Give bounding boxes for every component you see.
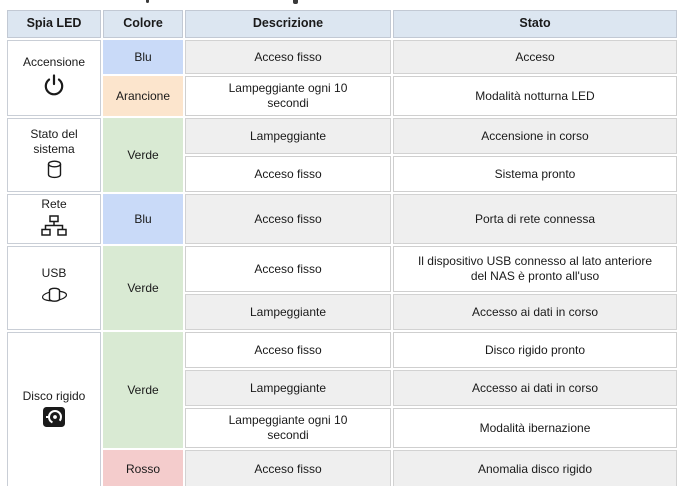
table-header-row	[7, 10, 677, 38]
led-label: Rete	[41, 197, 67, 211]
descrizione-text: Lampeggiante ogni 10 secondi	[228, 81, 348, 110]
color-cell-label: Arancione	[115, 88, 171, 103]
color-cell: Rosso	[103, 450, 183, 486]
table-row	[7, 40, 677, 74]
color-cell	[103, 76, 183, 116]
descrizione-cell	[185, 76, 391, 116]
stato-cell: Porta di rete connessa	[393, 194, 677, 244]
header-colore: Colore	[103, 10, 183, 38]
header-descrizione: Descrizione	[185, 10, 391, 38]
hard-drive-icon	[43, 407, 65, 427]
descrizione-text: Lampeggiante ogni 10 secondi	[228, 413, 348, 442]
power-icon	[42, 73, 66, 97]
led-status-table	[5, 8, 679, 486]
descrizione-cell: Lampeggiante	[185, 294, 391, 330]
led-cell-disco-rigido	[7, 332, 101, 486]
color-cell: Blu	[103, 40, 183, 74]
stato-text: Il dispositivo USB connesso al lato anteriore del NAS è pronto all'uso	[417, 254, 653, 283]
descrizione-cell: Acceso fisso	[185, 194, 391, 244]
stray-mark	[293, 0, 298, 4]
table-row	[7, 332, 677, 368]
table-row	[7, 118, 677, 154]
descrizione-cell: Acceso fisso	[185, 40, 391, 74]
led-label: USB	[41, 265, 67, 280]
header-spia-led: Spia LED	[7, 10, 101, 38]
table-row	[7, 76, 677, 116]
led-cell-rete	[7, 194, 101, 244]
color-cell: Blu	[103, 194, 183, 244]
stato-cell: Accesso ai dati in corso	[393, 370, 677, 406]
descrizione-cell: Acceso fisso	[185, 156, 391, 192]
color-cell: Verde	[103, 118, 183, 192]
descrizione-cell: Acceso fisso	[185, 450, 391, 486]
descrizione-cell: Acceso fisso	[185, 246, 391, 292]
stato-cell: Accesso ai dati in corso	[393, 294, 677, 330]
network-icon	[41, 215, 67, 237]
descrizione-cell: Acceso fisso	[185, 332, 391, 368]
stato-cell: Modalità ibernazione	[393, 408, 677, 448]
led-cell-usb	[7, 246, 101, 330]
stato-cell	[393, 246, 677, 292]
led-cell-accensione	[7, 40, 101, 116]
stato-cell: Disco rigido pronto	[393, 332, 677, 368]
color-cell: Verde	[103, 246, 183, 330]
led-label: Stato del sistema	[30, 127, 78, 156]
color-cell: Verde	[103, 332, 183, 448]
descrizione-cell	[185, 408, 391, 448]
table-row	[7, 450, 677, 486]
stray-mark	[146, 0, 149, 3]
stato-cell: Sistema pronto	[393, 156, 677, 192]
descrizione-cell: Lampeggiante	[185, 118, 391, 154]
usb-device-icon	[41, 284, 68, 307]
stato-cell: Anomalia disco rigido	[393, 450, 677, 486]
stato-cell: Modalità notturna LED	[393, 76, 677, 116]
stato-cell: Acceso	[393, 40, 677, 74]
header-stato: Stato	[393, 10, 677, 38]
descrizione-cell: Lampeggiante	[185, 370, 391, 406]
led-label: Disco rigido	[22, 389, 86, 403]
led-cell-stato-sistema	[7, 118, 101, 192]
system-cylinder-icon	[47, 160, 62, 179]
led-label: Accensione	[22, 55, 86, 69]
table-row	[7, 194, 677, 244]
stato-cell: Accensione in corso	[393, 118, 677, 154]
table-row	[7, 246, 677, 292]
